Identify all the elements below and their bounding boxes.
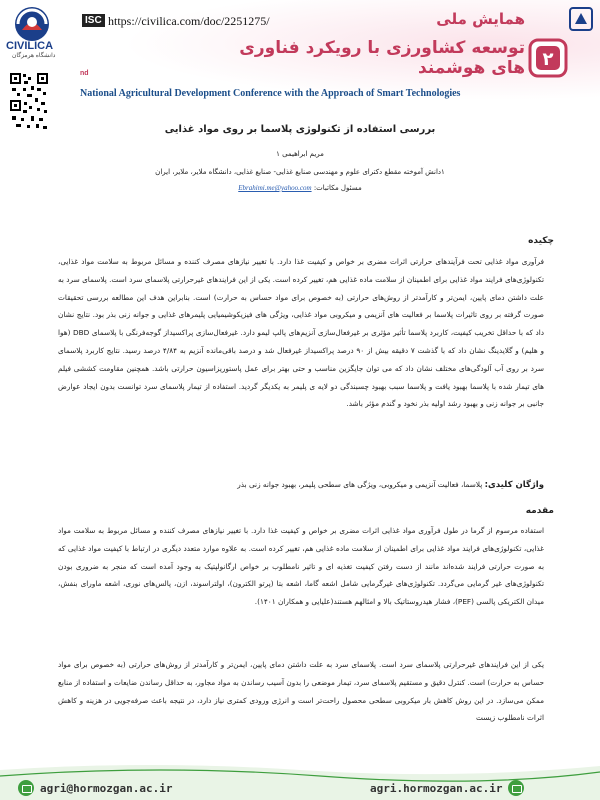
globe-icon — [508, 780, 524, 796]
conference-edition-suffix: nd — [80, 70, 89, 77]
paper-author: مریم ابراهیمی ۱ — [276, 150, 324, 158]
keywords — [58, 480, 544, 490]
email-icon — [18, 780, 34, 796]
introduction-heading: مقدمه — [525, 506, 554, 516]
paper-title: بررسی استفاده از تکنولوژی پلاسما بر روی مواد غذایی — [164, 124, 436, 135]
qr-code-icon — [9, 72, 49, 132]
paper-affiliation: ۱دانش آموخته مقطع دکترای علوم و مهندسی صنایع غذایی- صنایع غذایی، دانشگاه ملایر، ملایر، ایران — [155, 168, 445, 176]
conference-number-badge-icon — [528, 38, 568, 78]
contact-email-link[interactable]: Ebrahimi.me@yahoo.com — [238, 184, 312, 192]
introduction-paragraph-1: استفاده مرسوم از گرما در طول فرآوری مواد غذایی اثرات مضری بر خواص و کیفیت غذا دارد. با تغییر نیازهای مصرف کننده و مسائل مربوط به سلامت مواد غذایی، تکنولوژی‌های فرایند مواد غذایی برای اطمینان از سلامت ماده غذایی هم، تغییر کرده است. به علاوه موارد متعدد دیگری در ارتباط با کیفیت مواد غذایی که به صورت حرارتی فرایند شده‌اند مانند از دست رفتن کیفیت تغذیه ای و تاثیر نامطلوب بر خواص ارگانولپتیک به وجود آمده است که منجر به ضروری بودن تکنولوژی‌های غیر گرمایی می‌گردد. تکنولوژی‌های غیرگرمایی شامل اشعه گاما، اشعه بتا (پرتو الکترون)، اولترا‌سوند، ازن، پالس‌های نوری، اشعه ماورای بنفش، میدان الکتریکی پالسی (PEF)، فشار هیدروستاتیک بالا و امثالهم هستند(علیایی و همکاران ۱۴۰۱). — [58, 526, 544, 607]
keywords-label: واژگان کلیدی: — [484, 480, 544, 490]
conference-number: ۲ — [542, 49, 554, 70]
abstract-heading: چکیده — [528, 236, 554, 246]
civilica-subtitle: دانشگاه هرمزگان — [12, 53, 56, 59]
conference-title-fa-line2: توسعه کشاورزی با رویکرد فناوری های هوشمند — [239, 38, 525, 78]
footer-website[interactable] — [370, 780, 524, 796]
introduction-paragraph-2: یکی از این فرایندهای غیرحرارتی پلاسمای سرد است. پلاسمای سرد به علت داشتن دمای پایین، ایمن‌تر و کارآمدتر از روش‌های حرارتی (به خصوص برای مواد حساس به حرارت) است. کنترل دقیق و مستقیم پلاسمای سرد، تیمار موضعی را بدون آسیب رساندن به مواد مجاور، به حداقل رساندن ضایعات و استفاده از منابع ممکن می‌سازد. در این روش کاهش بار میکروبی سطحی محصول راحت‌تر است و انرژی ورودی کمتری نیاز دارد، در نتیجه باعث صرفه‌جویی در هزینه و کاهش اثرات نامطلوب زیست — [58, 660, 544, 723]
conference-title-en: National Agricultural Development Conference with the Approach of Smart Technologies — [80, 88, 461, 99]
civilica-brand[interactable]: CIVILICA — [6, 40, 54, 52]
contact-label: مسئول مکاتبات: — [313, 184, 362, 192]
footer-website-text: agri.hormozgan.ac.ir — [370, 781, 503, 795]
keywords-text: پلاسما، فعالیت آنزیمی و میکروبی، ویژگی های سطحی پلیمر، بهبود جوانه زنی بذر — [237, 480, 483, 489]
footer-email[interactable] — [18, 780, 172, 796]
university-logo-icon — [568, 6, 594, 32]
conference-title-fa-line1: همایش ملی — [436, 10, 525, 28]
footer-email-text: agri@hormozgan.ac.ir — [40, 781, 173, 795]
isc-badge: ISC — [82, 14, 105, 27]
paper-contact — [150, 184, 450, 192]
abstract-text: فرآوری مواد غذایی تحت فرآیندهای حرارتی اثرات مضری بر خواص و کیفیت غذا دارد. با تغییر نیازهای مصرف کننده و مسائل مربوط به سلامت مواد غذایی، تکنولوژی‌های فرایند مواد غذایی برای اطمینان از سلامت ماده غذایی هم، تغییر کرده است. یکی از این فرایندهای غیرحرارتی پلاسمای سرد است. پلاسمای سرد به علت داشتن دمای پایین، ایمن‌تر و کارآمدتر از روش‌های حرارتی (به خصوص برای مواد حساس به حرارت) است. بنابراین هدف این مطالعه بررسی تحقیقات صورت گرفته بر روی تاثیرات پلاسما بر فعالیت های آنزیمی و میکروبی مواد غذایی، ویژگی های فیزیکوشیمیایی پلیمرهای غذایی و جوانه زنی بذر بود. نتایج نشان داد که با حداقل تخریب کیفیت، کاربرد پلاسما تأثیر مؤثری بر غیرفعال‌سازی آنزیم‌های پالپ لیمو دارد. غیرفعال‌سازی پراکسیداز گوجه‌فرنگی با پلاسمای DBD (هوا و هلیم) و گلایدینگ نشان داد که با گذشت ۷ دقیقه بیش از ۹۰ درصد پراکسیداز غیرفعال شد و درصد باقی‌مانده آنزیم به ۴/۸۴ درصد رسید. نتایج کاربرد پلاسمای سرد بر روی آب آلودگی‌های مختلف نشان داد که می توان جایگزین مناسب و حتی بهتر برای عمل پاستوریزاسیون حرارتی باشد. همچنین مقاومت کششی فیلم های تیمار شده با پلاسما بهبود یافت و پلاسما سبب بهبود چسبندگی دو لایه ی پلیمر به یکدیگر گردید. استفاده از تیمار پلاسمای سرد توانست بدون ایجاد عوارض جانبی بر جوانه زنی و بهبود رشد اولیه بذر نخود و گندم مؤثر باشد. — [58, 257, 544, 409]
document-url[interactable]: https://civilica.com/doc/2251275/ — [108, 14, 270, 28]
